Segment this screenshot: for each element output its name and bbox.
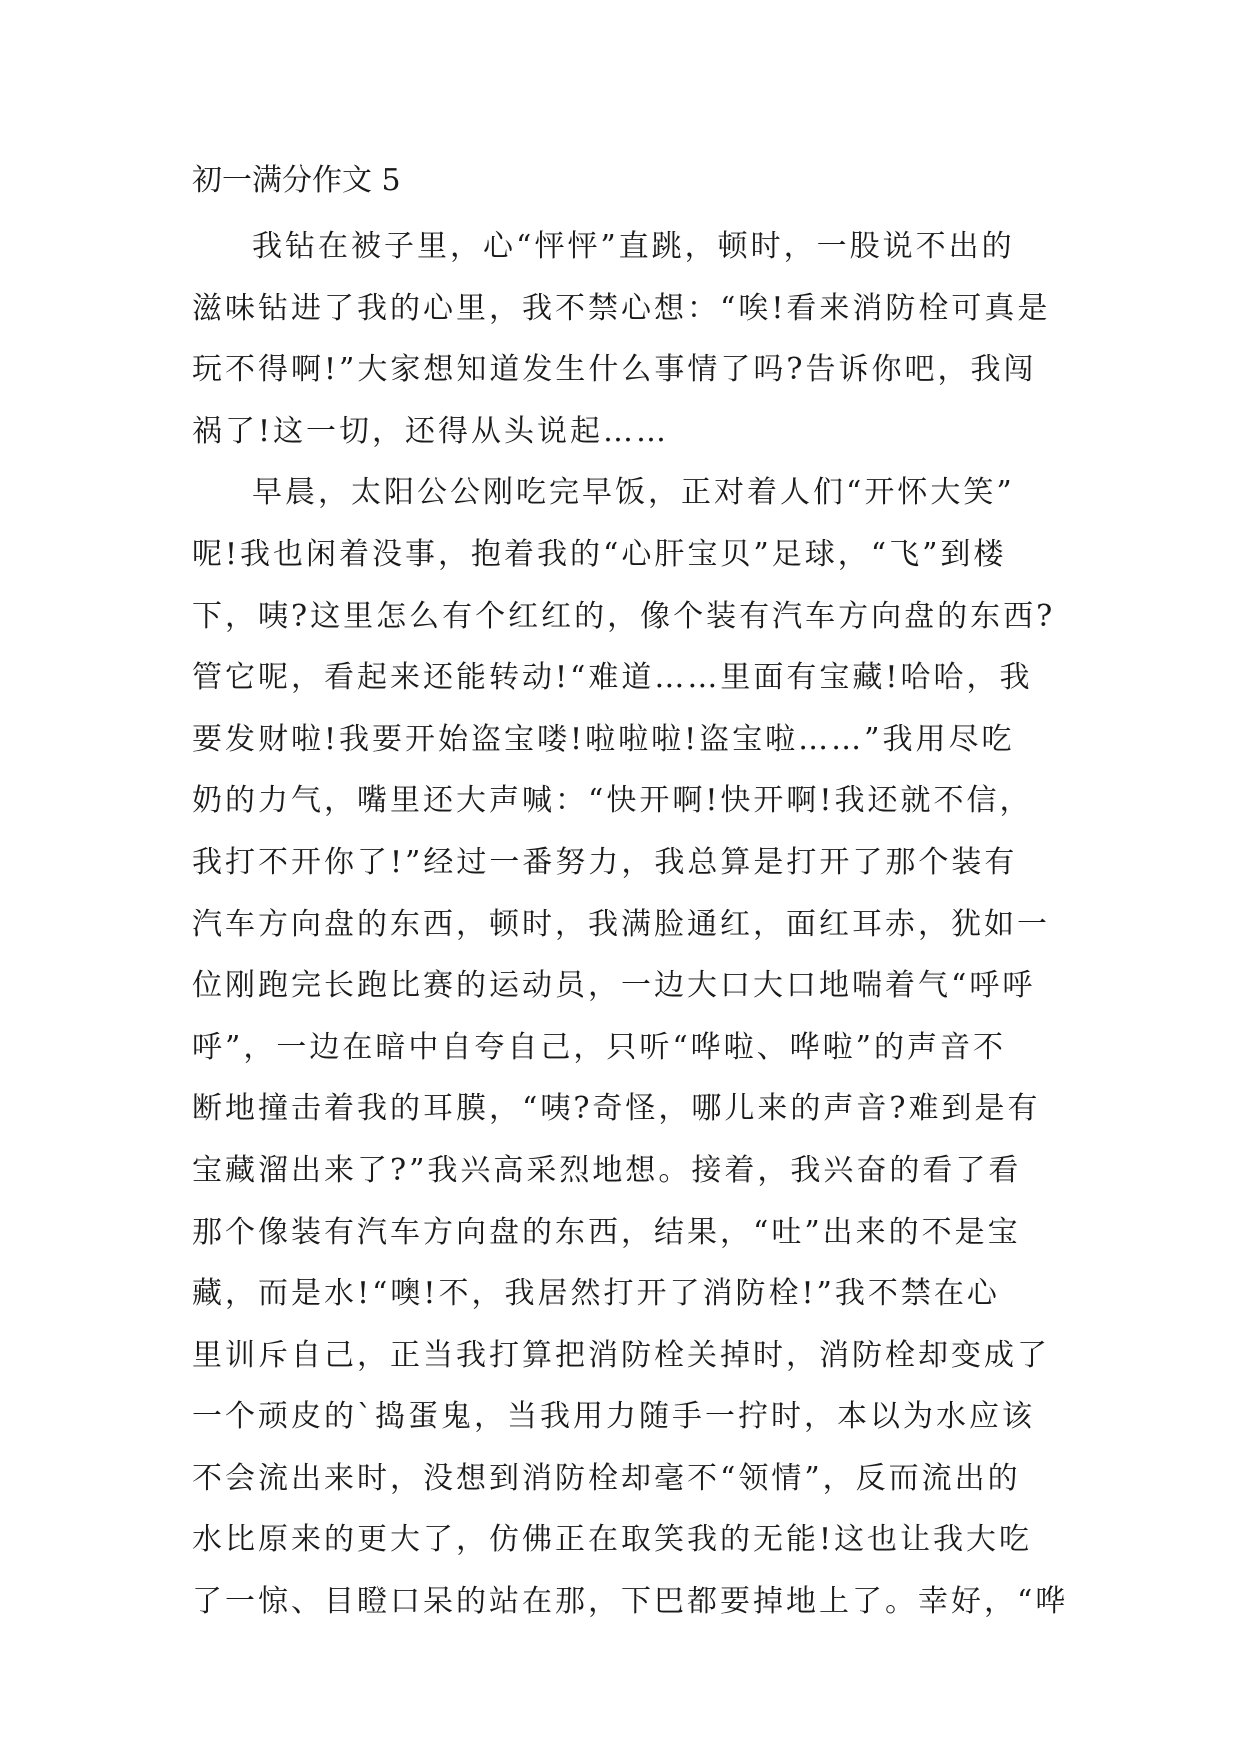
text-line: 那个像装有汽车方向盘的东西，结果，“吐”出来的不是宝	[192, 1214, 1021, 1250]
text-line: 我钻在被子里，心“怦怦”直跳，顿时，一股说不出的	[252, 229, 1015, 264]
text-line: 汽车方向盘的东西，顿时，我满脸通红，面红耳赤，犹如一	[192, 906, 1050, 942]
text-line: 宝藏溜出来了?”我兴高采烈地想。接着，我兴奋的看了看	[192, 1152, 1022, 1188]
text-line: 位刚跑完长跑比赛的运动员，一边大口大口地喘着气“呼呼	[192, 968, 1036, 1004]
text-line: 断地撞击着我的耳膜，“咦?奇怪，哪儿来的声音?难到是有	[192, 1091, 1041, 1127]
paragraph-1	[192, 216, 1052, 462]
text-line: 管它呢，看起来还能转动!“难道……里面有宝藏!哈哈，我	[192, 660, 1033, 696]
text-line: 藏，而是水!“噢!不，我居然打开了消防栓!”我不禁在心	[192, 1276, 1000, 1312]
text-line: 呼”，一边在暗中自夸自己，只听“哗啦、哗啦”的声音不	[192, 1029, 1007, 1065]
text-line: 早晨，太阳公公刚吃完早饭，正对着人们“开怀大笑”	[252, 475, 1015, 511]
text-line: 呢!我也闲着没事，抱着我的“心肝宝贝”足球，“飞”到楼	[192, 536, 1007, 572]
document-title: 初一满分作文 5	[192, 163, 401, 198]
document-body	[192, 216, 1069, 1633]
text-line: 奶的力气，嘴里还大声喊：“快开啊!快开啊!我还就不信，	[192, 783, 1033, 819]
paragraph-2	[192, 462, 1069, 1632]
text-line: 不会流出来时，没想到消防栓却毫不“领情”，反而流出的	[192, 1460, 1021, 1496]
text-line: 玩不得啊!”大家想知道发生什么事情了吗?告诉你吧，我闯	[192, 352, 1037, 388]
text-line: 我打不开你了!”经过一番努力，我总算是打开了那个装有	[192, 844, 1018, 880]
text-line: 下，咦?这里怎么有个红红的，像个装有汽车方向盘的东西?	[192, 598, 1056, 634]
text-line: 一个顽皮的`捣蛋鬼，当我用力随手一拧时，本以为水应该	[192, 1399, 1035, 1435]
text-line: 了一惊、目瞪口呆的站在那，下巴都要掉地上了。幸好，“哗	[192, 1584, 1069, 1620]
text-line: 要发财啦!我要开始盗宝喽!啦啦啦!盗宝啦……”我用尽吃	[192, 721, 1015, 757]
text-line: 祸了!这一切，还得从头说起……	[192, 413, 670, 449]
text-line: 滋味钻进了我的心里，我不禁心想：“唉!看来消防栓可真是	[192, 290, 1051, 326]
text-line: 里训斥自己，正当我打算把消防栓关掉时，消防栓却变成了	[192, 1337, 1050, 1373]
text-line: 水比原来的更大了，仿佛正在取笑我的无能!这也让我大吃	[192, 1522, 1033, 1558]
